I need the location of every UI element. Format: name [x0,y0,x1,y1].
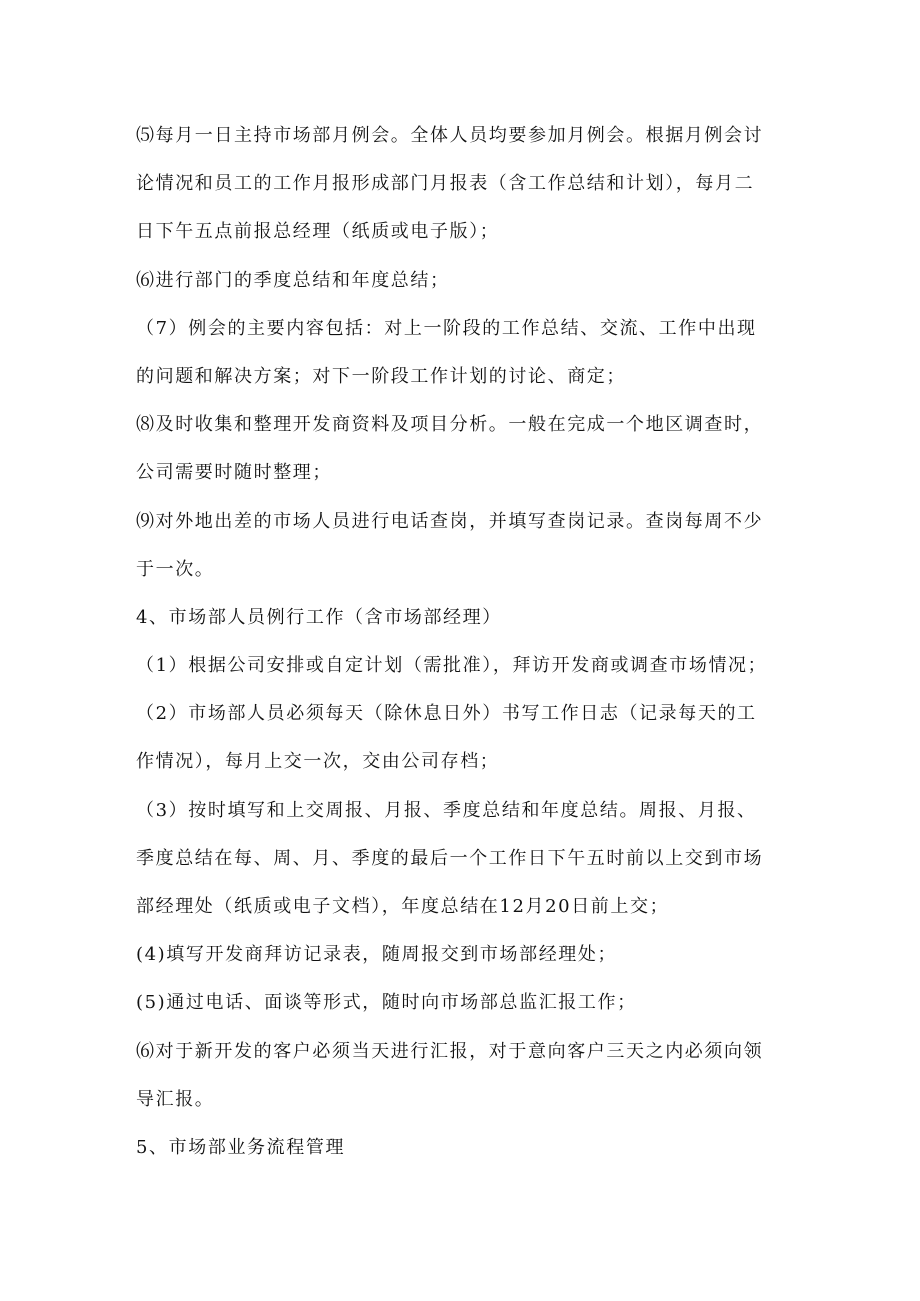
text-line: 论情况和员工的工作月报形成部门月报表（含工作总结和计划），每月二 [136,173,755,195]
text-line: （7）例会的主要内容包括：对上一阶段的工作总结、交流、工作中出现 [136,317,757,339]
text-line: 的问题和解决方案；对下一阶段工作计划的讨论、商定； [136,365,626,387]
text-line: ⑹进行部门的季度总结和年度总结； [136,269,450,291]
text-line: 作情况），每月上交一次，交由公司存档； [136,751,500,773]
text-line: 季度总结在每、周、月、季度的最后一个工作日下午五时前以上交到市场 [136,847,764,869]
text-line: 日下午五点前报总经理（纸质或电子版）； [136,221,500,243]
text-line: ⑸每月一日主持市场部月例会。全体人员均要参加月例会。根据月例会讨 [136,125,764,146]
text-line: （3）按时填写和上交周报、月报、季度总结和年度总结。周报、月报、 [136,799,757,821]
text-line: （1）根据公司安排或自定计划（需批准），拜访开发商或调查市场情况； [136,655,768,677]
text-line: （2）市场部人员必须每天（除休息日外）书写工作日志（记录每天的工 [136,703,757,725]
section-heading: 4、市场部人员例行工作（含市场部经理） [136,606,502,628]
text-line: 公司需要时随时整理； [136,462,332,484]
text-line: ⑼对外地出差的市场人员进行电话查岗，并填写查岗记录。查岗每周不少 [136,510,764,532]
text-line: 部经理处（纸质或电子文档），年度总结在12月20日前上交； [136,896,670,917]
section-heading: 5、市场部业务流程管理 [136,1136,346,1158]
document-body [136,112,796,1172]
text-line: 导汇报。 [136,1088,215,1110]
text-line: ⑹对于新开发的客户必须当天进行汇报，对于意向客户三天之内必须向领 [136,1040,764,1062]
text-line: 于一次。 [136,558,215,580]
text-line: ⑻及时收集和整理开发商资料及项目分析。一般在完成一个地区调查时， [136,414,764,436]
text-line: (5)通过电话、面谈等形式，随时向市场部总监汇报工作； [136,992,637,1014]
text-line: (4)填写开发商拜访记录表，随周报交到市场部经理处； [136,944,618,966]
